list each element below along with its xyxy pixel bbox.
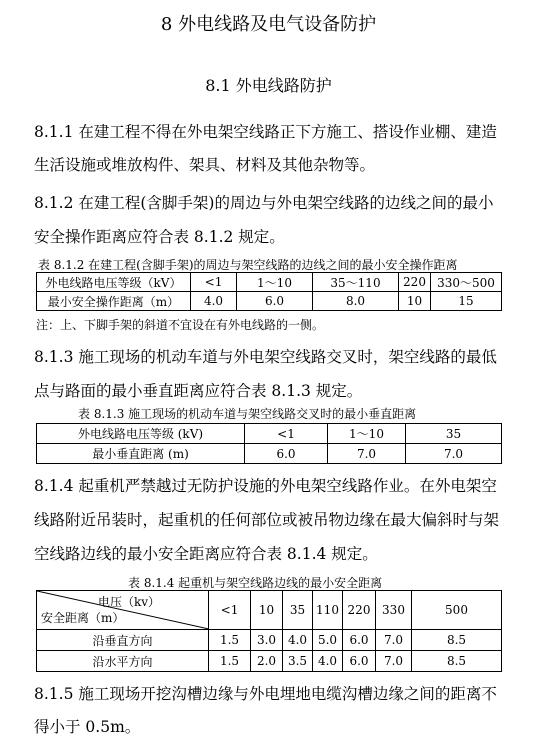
- paragraph-8-1-2-line1: 8.1.2 在建工程(含脚手架)的周边与外电架空线路的边线之间的最小: [34, 194, 494, 212]
- section-title: 8.1 外电线路防护: [205, 76, 332, 95]
- paragraph-8-1-5-line2: 得小于 0.5m。: [34, 718, 141, 736]
- table-8-1-3: [36, 423, 502, 464]
- column-header: 500: [412, 591, 502, 630]
- corner-header: [37, 591, 209, 630]
- table-cell: 6.0: [237, 292, 313, 311]
- table-cell: 4.0: [313, 651, 343, 672]
- column-header: 35: [283, 591, 313, 630]
- table-cell: 1～10: [328, 424, 406, 444]
- table-row: [37, 424, 502, 444]
- paragraph-8-1-4-line2: 线路附近吊装时，起重机的任何部位或被吊物边缘在最大偏斜时与架: [34, 511, 500, 529]
- table-cell: 330～500: [431, 273, 502, 292]
- table-row: [37, 444, 502, 464]
- table-8-1-4-caption: 表 8.1.4 起重机与架空线路边线的最小安全距离: [128, 576, 383, 590]
- table-cell: <1: [245, 424, 328, 444]
- table-note: 注：上、下脚手架的斜道不宜设在有外电线路的一侧。: [36, 318, 325, 332]
- table-cell: 1.5: [209, 630, 251, 651]
- table-8-1-2: [36, 272, 502, 311]
- table-row: [37, 591, 502, 630]
- row-label: 最小垂直距离 (m): [37, 444, 245, 464]
- row-label: 最小安全操作距离（m）: [37, 292, 191, 311]
- table-row: [37, 630, 502, 651]
- table-cell: 5.0: [313, 630, 343, 651]
- table-cell: 3.0: [251, 630, 283, 651]
- table-cell: 1.5: [209, 651, 251, 672]
- column-header: 10: [251, 591, 283, 630]
- column-header: 110: [313, 591, 343, 630]
- paragraph-8-1-1-line1: 8.1.1 在建工程不得在外电架空线路正下方施工、搭设作业棚、建造: [34, 123, 497, 141]
- chapter-title: 8 外电线路及电气设备防护: [160, 14, 377, 35]
- table-cell: 3.5: [283, 651, 313, 672]
- table-cell: 2.0: [251, 651, 283, 672]
- table-row: [37, 292, 502, 311]
- column-header: 220: [343, 591, 376, 630]
- table-cell: 7.0: [376, 651, 412, 672]
- table-cell: 4.0: [191, 292, 237, 311]
- table-cell: 7.0: [406, 444, 502, 464]
- column-header: <1: [209, 591, 251, 630]
- table-cell: 35: [406, 424, 502, 444]
- table-cell: 6.0: [343, 651, 376, 672]
- paragraph-8-1-3-line1: 8.1.3 施工现场的机动车道与外电架空线路交叉时，架空线路的最低: [34, 348, 497, 366]
- table-row: [37, 273, 502, 292]
- row-label: 外电线路电压等级（kV）: [37, 273, 191, 292]
- table-cell: 6.0: [343, 630, 376, 651]
- paragraph-8-1-4-line1: 8.1.4 起重机严禁越过无防护设施的外电架空线路作业。在外电架空: [34, 477, 497, 495]
- table-cell: 8.0: [313, 292, 399, 311]
- table-cell: 4.0: [283, 630, 313, 651]
- table-cell: 1～10: [237, 273, 313, 292]
- paragraph-8-1-3-line2: 点与路面的最小垂直距离应符合表 8.1.3 规定。: [34, 382, 363, 400]
- table-8-1-3-caption: 表 8.1.3 施工现场的机动车道与架空线路交叉时的最小垂直距离: [78, 407, 417, 421]
- table-cell: 7.0: [376, 630, 412, 651]
- table-cell: 220: [399, 273, 431, 292]
- table-row: [37, 651, 502, 672]
- paragraph-8-1-1-line2: 生活设施或堆放构件、架具、材料及其他杂物等。: [34, 156, 376, 174]
- table-cell: 8.5: [412, 651, 502, 672]
- corner-label-distance: 安全距离（m）: [41, 611, 125, 625]
- table-cell: 7.0: [328, 444, 406, 464]
- table-cell: 6.0: [245, 444, 328, 464]
- table-cell: 15: [431, 292, 502, 311]
- row-label: 沿垂直方向: [37, 630, 209, 651]
- table-cell: 35～110: [313, 273, 399, 292]
- row-label: 外电线路电压等级 (kV): [37, 424, 245, 444]
- table-cell: 10: [399, 292, 431, 311]
- table-cell: <1: [191, 273, 237, 292]
- table-cell: 8.5: [412, 630, 502, 651]
- paragraph-8-1-4-line3: 空线路边线的最小安全距离应符合表 8.1.4 规定。: [34, 545, 378, 563]
- row-label: 沿水平方向: [37, 651, 209, 672]
- table-8-1-2-caption: 表 8.1.2 在建工程(含脚手架)的周边与架空线路的边线之间的最小安全操作距离: [38, 258, 458, 272]
- paragraph-8-1-2-line2: 安全操作距离应符合表 8.1.2 规定。: [34, 228, 285, 246]
- column-header: 330: [376, 591, 412, 630]
- corner-label-voltage: 电压（kv）: [97, 595, 160, 609]
- table-8-1-4: [36, 590, 502, 672]
- paragraph-8-1-5-line1: 8.1.5 施工现场开挖沟槽边缘与外电埋地电缆沟槽边缘之间的距离不: [34, 685, 497, 703]
